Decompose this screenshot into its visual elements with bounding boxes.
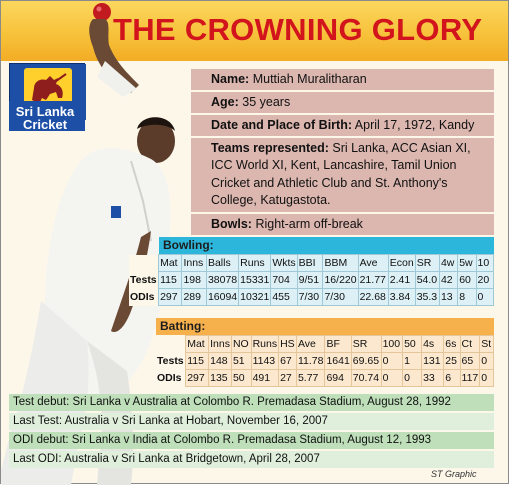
test-debut-row: Test debut: Sri Lanka v Australia at Colombo R. Premadasa Stadium, August 28, 1992: [9, 394, 494, 411]
batting-col-header: Ct: [460, 336, 480, 353]
last-odi-row: Last ODI: Australia v Sri Lanka at Bridgetown, April 28, 2007: [9, 451, 494, 468]
bowling-cell: 704: [271, 272, 297, 289]
bowling-col-header: Mat: [159, 255, 182, 272]
batting-cell: 131: [422, 353, 444, 370]
bowling-cell: 7/30: [297, 289, 323, 306]
batting-cell: 69.65: [351, 353, 381, 370]
batting-cell: 135: [209, 370, 232, 387]
graphic-credit: ST Graphic: [431, 469, 477, 479]
bowling-col-header: Runs: [239, 255, 271, 272]
bio-age-row: [191, 92, 494, 113]
batting-cell: 6: [444, 370, 460, 387]
batting-cell: 27: [279, 370, 297, 387]
bio-dob-label: Date and Place of Birth:: [211, 118, 352, 132]
batting-cell: 33: [422, 370, 444, 387]
bowling-cell: 35.3: [415, 289, 439, 306]
bowling-cell: 16/220: [323, 272, 358, 289]
bio-bowls-label: Bowls:: [211, 216, 252, 231]
batting-col-header: St: [480, 336, 494, 353]
bowling-col-header: BBM: [323, 255, 358, 272]
batting-cell: 694: [325, 370, 351, 387]
bowling-corner: [129, 255, 159, 272]
batting-cell: 5.77: [296, 370, 325, 387]
batting-col-header: Mat: [186, 336, 209, 353]
batting-cell: 491: [251, 370, 279, 387]
batting-row-label: Tests: [156, 353, 186, 370]
bowling-cell: 115: [159, 272, 182, 289]
bio-dob-value: April 17, 1972, Kandy: [354, 118, 475, 132]
batting-cell: 0: [403, 370, 422, 387]
bio-age-value: 35 years: [242, 95, 291, 109]
bowling-cell: 10321: [239, 289, 271, 306]
table-row: [129, 289, 494, 306]
debut-list: [9, 394, 494, 470]
bowling-heading: Bowling:: [159, 237, 494, 254]
bio-teams-label: Teams represented:: [211, 141, 329, 155]
last-test-row: Last Test: Australia v Sri Lanka at Hobart, November 16, 2007: [9, 413, 494, 430]
bowling-cell: 8: [458, 289, 476, 306]
bio-age-label: Age:: [211, 95, 239, 109]
bowling-col-header: Ave: [358, 255, 388, 272]
bowling-col-header: 4w: [439, 255, 457, 272]
page-title: THE CROWNING GLORY: [113, 12, 483, 47]
batting-cell: 148: [209, 353, 232, 370]
bio-teams-line-2: ICC World XI, Kent, Lancashire, Tamil Union: [211, 158, 457, 173]
bowling-cell: 60: [458, 272, 476, 289]
bowling-table: [129, 254, 494, 306]
batting-heading: Batting:: [156, 318, 494, 335]
bio-bowls-row: [191, 214, 494, 235]
batting-cell: 0: [381, 370, 403, 387]
bowling-cell: 22.68: [358, 289, 388, 306]
batting-cell: 1: [403, 353, 422, 370]
batting-col-header: Runs: [251, 336, 279, 353]
batting-col-header: Inns: [209, 336, 232, 353]
batting-col-header: HS: [279, 336, 297, 353]
bowling-cell: 16094: [206, 289, 238, 306]
batting-cell: 25: [444, 353, 460, 370]
batting-col-header: SR: [351, 336, 381, 353]
batting-col-header: 50: [403, 336, 422, 353]
batting-cell: 50: [231, 370, 251, 387]
bowling-cell: 54.0: [415, 272, 439, 289]
bowling-cell: 7/30: [323, 289, 358, 306]
bio-teams-line-1: Sri Lanka, ACC Asian XI,: [332, 141, 471, 155]
batting-cell: 67: [279, 353, 297, 370]
bowling-cell: 2.41: [388, 272, 415, 289]
bowling-cell: 3.84: [388, 289, 415, 306]
bio-teams-line-3: Cricket and Athletic Club and St. Anthony's: [211, 175, 448, 190]
cricket-ball-icon: [93, 3, 111, 21]
bowling-panel: [129, 237, 494, 306]
bio-teams-row: [191, 138, 494, 212]
batting-cell: 70.74: [351, 370, 381, 387]
batting-cell: 297: [186, 370, 209, 387]
logo-text: [4, 105, 86, 131]
batting-cell: 115: [186, 353, 209, 370]
bowling-cell: 21.77: [358, 272, 388, 289]
bowling-cell: 13: [439, 289, 457, 306]
bowling-cell: 38078: [206, 272, 238, 289]
bowling-col-header: Wkts: [271, 255, 297, 272]
table-row: [129, 272, 494, 289]
bowling-cell: 289: [182, 289, 206, 306]
batting-table: [156, 335, 494, 387]
logo-line-1: Sri Lanka: [15, 104, 75, 119]
bowling-header-row: [129, 255, 494, 272]
bowling-col-header: 10: [476, 255, 494, 272]
batting-col-header: Ave: [296, 336, 325, 353]
bowling-cell: 20: [476, 272, 494, 289]
bio-name-value: Muttiah Muralitharan: [252, 72, 367, 86]
batting-cell: 0: [480, 353, 494, 370]
batting-cell: 0: [381, 353, 403, 370]
bowling-cell: 455: [271, 289, 297, 306]
batting-cell: 1143: [251, 353, 279, 370]
bowling-cell: 0: [476, 289, 494, 306]
batting-cell: 1641: [325, 353, 351, 370]
table-row: [156, 353, 494, 370]
batting-header-row: [156, 336, 494, 353]
bio-dob-row: [191, 115, 494, 136]
bowling-col-header: Econ: [388, 255, 415, 272]
bowling-col-header: 5w: [458, 255, 476, 272]
batting-col-header: NO: [231, 336, 251, 353]
bio-name-row: [191, 69, 494, 90]
bio-bowls-value: Right-arm off-break: [255, 216, 363, 231]
batting-cell: 0: [480, 370, 494, 387]
table-row: [156, 370, 494, 387]
bowling-cell: 198: [182, 272, 206, 289]
odi-debut-row: ODI debut: Sri Lanka v India at Colombo R. Premadasa Stadium, August 12, 1993: [9, 432, 494, 449]
bowling-cell: 297: [159, 289, 182, 306]
bowling-cell: 15331: [239, 272, 271, 289]
batting-cell: 51: [231, 353, 251, 370]
bowling-col-header: Inns: [182, 255, 206, 272]
bowling-row-label: Tests: [129, 272, 159, 289]
batting-corner: [156, 336, 186, 353]
batting-col-header: 100: [381, 336, 403, 353]
batting-cell: 65: [460, 353, 480, 370]
batting-col-header: BF: [325, 336, 351, 353]
bowling-col-header: BBI: [297, 255, 323, 272]
bio-teams-line-4: College, Katugastota.: [211, 193, 331, 208]
batting-row-label: ODIs: [156, 370, 186, 387]
batting-cell: 11.78: [296, 353, 325, 370]
logo-line-2: Cricket: [22, 117, 68, 132]
bio-panel: [191, 69, 494, 260]
bowling-cell: 42: [439, 272, 457, 289]
batting-cell: 117: [460, 370, 480, 387]
batting-panel: [156, 318, 494, 387]
bio-name-label: Name:: [211, 72, 250, 86]
bowling-cell: 9/51: [297, 272, 323, 289]
bowling-col-header: Balls: [206, 255, 238, 272]
bowling-col-header: SR: [415, 255, 439, 272]
batting-col-header: 6s: [444, 336, 460, 353]
bowling-row-label: ODIs: [129, 289, 159, 306]
batting-col-header: 4s: [422, 336, 444, 353]
